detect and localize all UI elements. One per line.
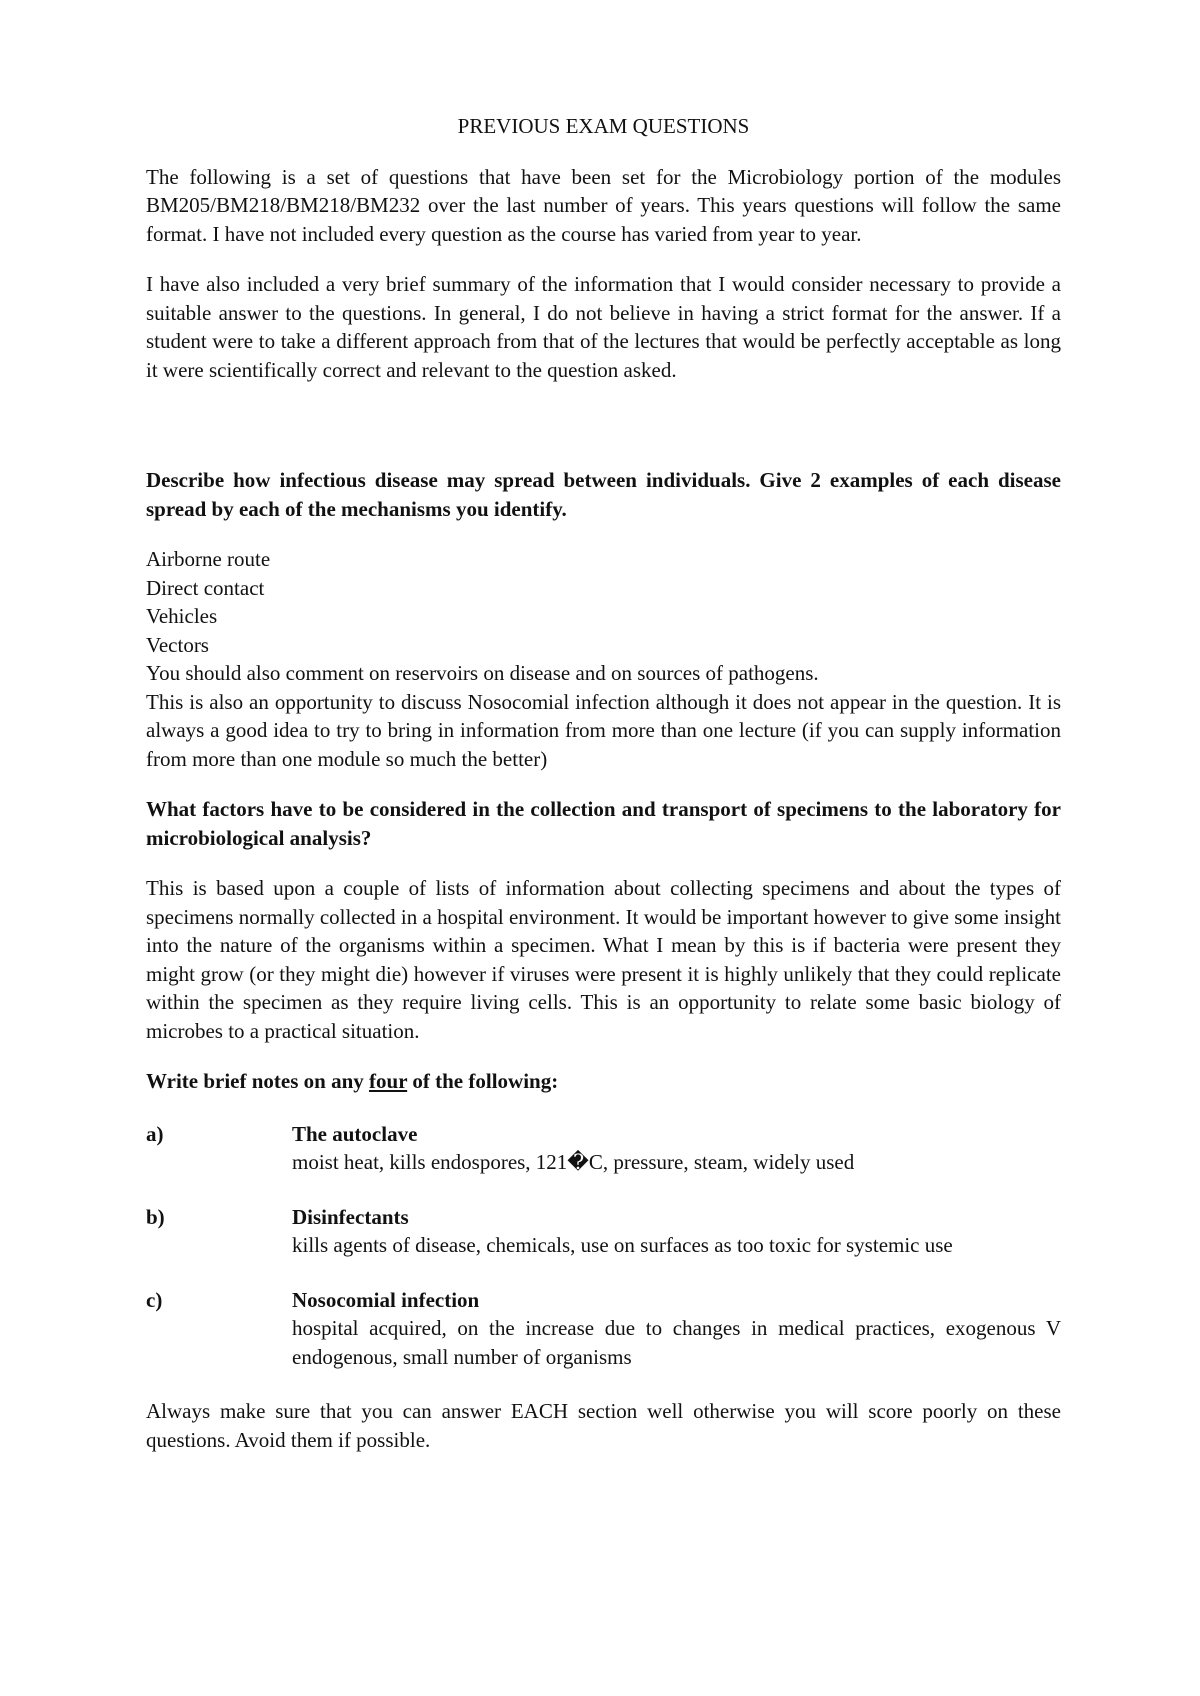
question-3-emph: four xyxy=(369,1069,408,1093)
item-letter: b) xyxy=(146,1204,165,1229)
intro-paragraph-1: The following is a set of questions that have been set for the Microbiology portion of the modules BM205/BM218/BM218/BM232 over the last number of years. This years questions will follow the same format. I have not included every question as the course has varied from year to year. xyxy=(146,164,1061,246)
item-text: moist heat, kills endospores, 121�C, pressure, steam, widely used xyxy=(292,1150,855,1174)
question-2: What factors have to be considered in the collection and transport of specimens to the laboratory for microbiological analysis? xyxy=(146,797,1061,850)
question-3-post: of the following: xyxy=(407,1069,559,1093)
item-heading: Nosocomial infection xyxy=(292,1287,480,1312)
item-text: hospital acquired, on the increase due to changes in medical practices, exogenous V endogenous, small number of organisms xyxy=(292,1316,1061,1369)
question-2-answer: This is based upon a couple of lists of information about collecting specimens and about the types of specimens normally collected in a hospital environment. It would be important however to give some insight into the nature of the organisms within a specimen. What I mean by this is if bacteria were present they might grow (or they might die) however if viruses were present it is highly unlikely that they could replicate within the specimen as they require living cells. This is an opportunity to relate some basic biology of microbes to a practical situation. xyxy=(146,876,1061,1043)
document-page xyxy=(146,112,1061,1454)
route-item: Airborne route xyxy=(146,547,271,571)
notes-list xyxy=(146,1120,1061,1372)
route-item: Vehicles xyxy=(146,604,218,628)
route-item: Vectors xyxy=(146,632,209,657)
item-letter: a) xyxy=(146,1121,164,1146)
question-3 xyxy=(146,1067,1061,1096)
question-1: Describe how infectious disease may spread between individuals. Give 2 examples of each disease spread by each of the mechanisms you identify. xyxy=(146,468,1061,521)
intro-paragraph-2: I have also included a very brief summary of the information that I would consider necessary to provide a suitable answer to the questions. In general, I do not believe in having a strict format for the answer. If a student were to take a different approach from that of the lectures that would be perfectly acceptable as long it were scientifically correct and relevant to the question asked. xyxy=(146,272,1061,382)
item-text: kills agents of disease, chemicals, use on surfaces as too toxic for systemic use xyxy=(292,1233,953,1257)
routes-list xyxy=(146,545,1061,773)
q1-note-2: This is also an opportunity to discuss Nosocomial infection although it does not appear in the question. It is always a good idea to try to bring in information from more than one lecture (if you can supply information from more than one module so much the better) xyxy=(146,689,1061,771)
q1-note-1: You should also comment on reservoirs on disease and on sources of pathogens. xyxy=(146,661,819,685)
route-item: Direct contact xyxy=(146,575,265,600)
notes-item-c xyxy=(146,1286,1061,1372)
notes-item-b xyxy=(146,1203,1061,1260)
question-3-pre: Write brief notes on any xyxy=(146,1069,370,1093)
item-letter: c) xyxy=(146,1287,163,1312)
item-heading: The autoclave xyxy=(292,1121,418,1146)
notes-item-a xyxy=(146,1120,1061,1177)
item-heading: Disinfectants xyxy=(292,1204,409,1229)
closing-paragraph: Always make sure that you can answer EACH section well otherwise you will score poorly on these questions. Avoid them if possible. xyxy=(146,1399,1061,1452)
page-title: PREVIOUS EXAM QUESTIONS xyxy=(457,114,750,138)
